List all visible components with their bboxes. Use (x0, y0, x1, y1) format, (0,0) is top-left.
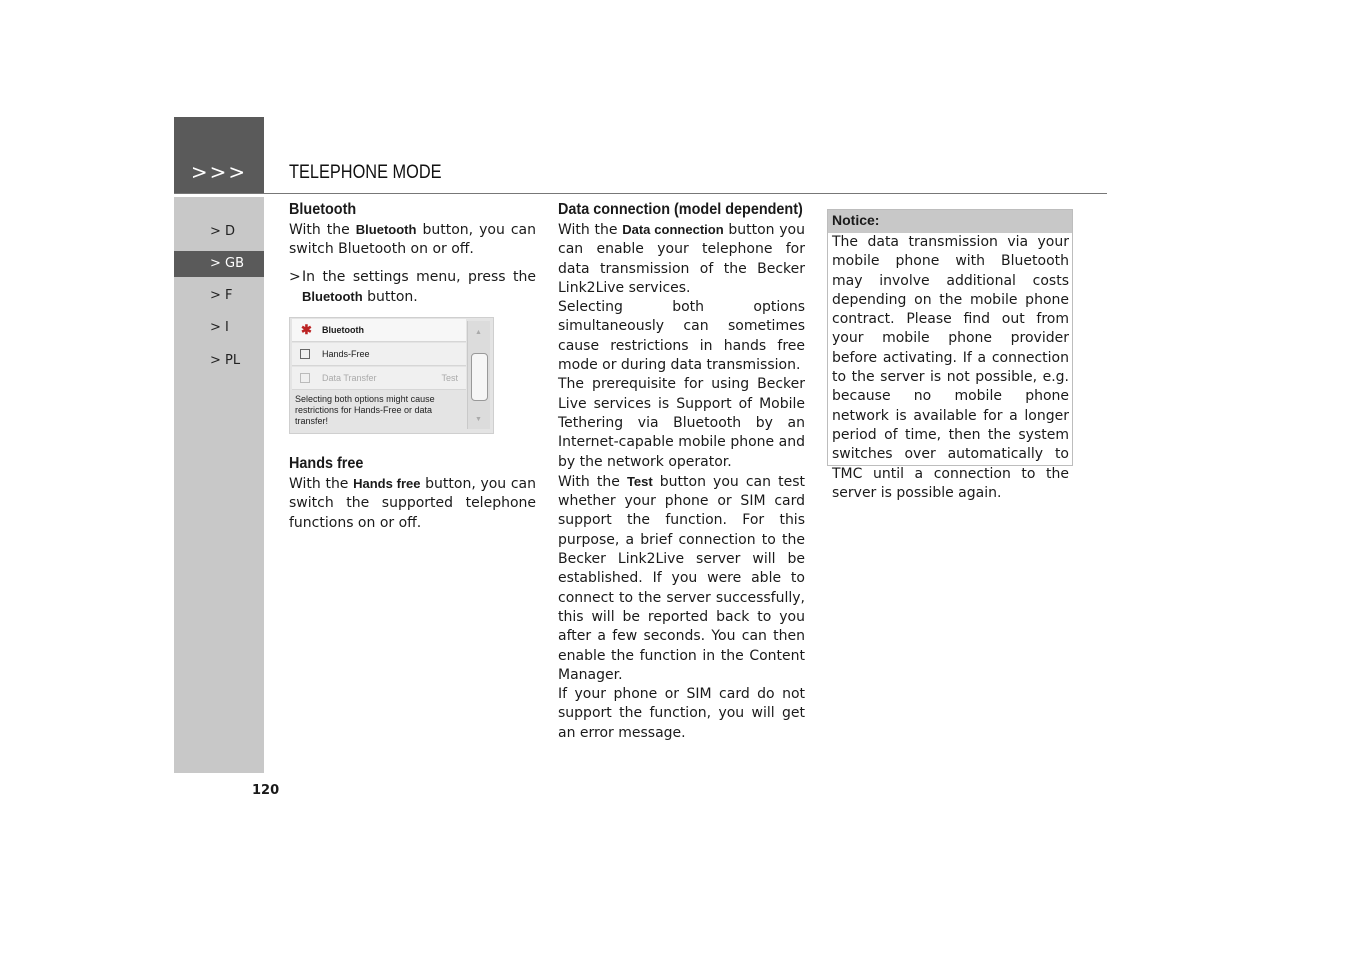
step-text (302, 268, 536, 308)
lang-tab-i[interactable]: > I (210, 320, 229, 335)
page-title: TELEPHONE MODE (289, 162, 442, 183)
notice-box (827, 209, 1073, 501)
notice-body: The data transmission via your mobile phone with Bluetooth may involve additional costs depending on the mobile phone contract. Please find out from your mobile phone provider before activating. If a connection to the server is not possible, e.g. because no mobile phone network is available for a longer period of time, then the system switches over automatically to TMC until a connection to the server is possible again. (832, 234, 1069, 501)
data-connection-paragraph-5: If your phone or SIM card do not support the function, you will get an error message. (558, 686, 805, 741)
scroll-down-icon: ▼ (475, 416, 482, 423)
screen-scrollbar (467, 321, 490, 429)
bluetooth-settings-screenshot (289, 317, 494, 434)
test-button-label: Test (441, 373, 458, 383)
step-arrow: > (289, 268, 301, 285)
text: button you can enable your telephone for data transmission of the Becker Link2Live services. (558, 222, 805, 296)
hands-free-paragraph (289, 474, 536, 533)
page-number: 120 (252, 783, 280, 798)
lang-tab-d[interactable]: > D (210, 224, 236, 239)
language-sidebar (174, 197, 264, 773)
checkbox-icon (300, 349, 310, 359)
notice-title: Notice: (828, 210, 1072, 233)
screen-row-bluetooth (292, 319, 466, 342)
lang-tab-f[interactable]: > F (210, 288, 233, 303)
text: With the (289, 222, 356, 238)
hands-free-heading: Hands free (289, 455, 364, 472)
row-label: Hands-Free (322, 349, 370, 359)
bold-term: Bluetooth (355, 222, 417, 237)
text: With the (558, 222, 623, 238)
data-connection-paragraph-3: The prerequisite for using Becker Live services is Support of Mobile Tethering via Bluetooth by an Internet-capable mobile phone and by the network operator. (558, 376, 805, 470)
row-label: Bluetooth (322, 325, 364, 335)
lang-tab-pl[interactable]: > PL (210, 353, 241, 368)
bluetooth-icon: ✱ (301, 322, 312, 337)
text: button you can test whether your phone or SIM card support the function. For this purpose, a brief connection to the Becker Link2Live server will be established. If you were able to connect to the server successfully, this will be reported back to you after a few seconds. You can then enable the function in the Content Manager. (558, 473, 805, 683)
checkbox-icon (300, 373, 310, 383)
text: button. (362, 288, 418, 305)
bold-term: Hands free (353, 476, 421, 491)
bold-term: Data connection (622, 222, 724, 237)
text: With the (558, 473, 627, 490)
instruction-step (289, 268, 536, 308)
text: In the settings menu, press the (302, 268, 536, 285)
bluetooth-heading: Bluetooth (289, 201, 357, 218)
data-connection-paragraph-2: Selecting both options simultaneously can sometimes cause restrictions in hands free mode or during data transmission. (558, 299, 805, 374)
column-1 (289, 200, 536, 307)
bold-term: Bluetooth (302, 288, 363, 304)
lang-tab-gb[interactable]: > GB (174, 251, 264, 277)
screen-message: Selecting both options might cause restrictions for Hands-Free or data transfer! (295, 394, 435, 426)
text: button, you can switch the supported telephone functions on or off. (289, 476, 536, 531)
screen-row-hands-free (292, 343, 466, 366)
text: button, you can switch Bluetooth on or off. (289, 222, 536, 258)
bluetooth-paragraph (289, 220, 536, 260)
text: With the (289, 476, 354, 492)
data-connection-heading: Data connection (model dependent) (558, 201, 803, 218)
scroll-up-icon: ▲ (475, 329, 482, 336)
data-connection-paragraph-1 (558, 220, 805, 298)
header-arrows: >>> (190, 160, 248, 184)
bold-term: Test (626, 473, 653, 489)
column-2 (558, 200, 805, 743)
screen-row-data-transfer (292, 367, 466, 390)
row-label: Data Transfer (322, 373, 377, 383)
data-connection-paragraph-4 (558, 472, 805, 685)
scroll-knob (471, 353, 488, 401)
hands-free-section (289, 454, 536, 533)
header-divider (174, 193, 1107, 194)
